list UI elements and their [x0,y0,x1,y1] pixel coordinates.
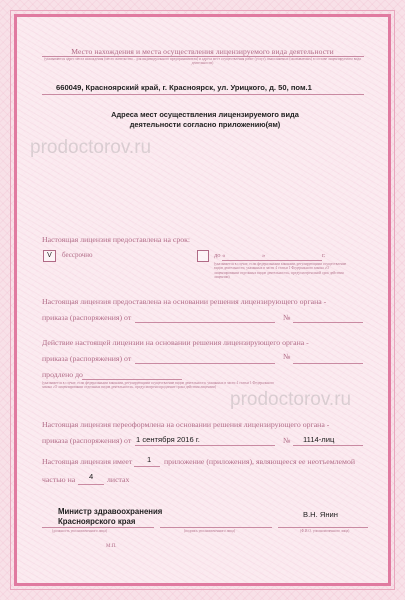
extension-note: (указывается в случае, если федеральными законами, регулирующими осуществление видов деятельности, указанных в части 4 статьи 1 Федерального закона «О лицензировании отдельных видов деятельности», предусмотрено продление срока действия лицензии) [42,381,275,390]
until-prefix: до « [214,252,226,259]
until-mid: » [262,252,266,259]
extension-number-sign: № [283,352,291,361]
address-line [42,94,364,95]
reissue-line2: приказа (распоряжения) от [42,436,132,445]
reissue-number: 1114-лиц [303,435,335,444]
signature-caption: (подпись уполномоченного лица) [184,529,236,533]
reissue-date-line [135,445,275,446]
basis-number-sign: № [283,313,291,322]
reissue-number-line [293,445,363,446]
extension-line2: приказа (распоряжения) от [42,354,132,363]
address-text: 660049, Красноярский край, г. Красноярск, ул. Урицкого, д. 50, пом.1 [56,83,312,92]
stamp-label: М.П. [106,544,117,549]
signer-name: В.Н. Янин [303,510,338,519]
signer-position-line2: Красноярского края [58,517,136,526]
extension-date-line [135,363,275,364]
appendix-sheets: 4 [89,472,94,481]
basis-date-line [135,322,275,323]
extension-until-line [82,379,182,380]
basis-line1: Настоящая лицензия предоставлена на основании решения лицензирующего органа - [42,297,327,306]
appendix-suffix: приложение (приложения), являющееся ее неотъемлемой [164,457,356,466]
appendix-part-prefix: частью на [42,475,76,484]
appendix-sheets-suffix: листах [107,475,130,484]
until-suffix: г. [322,252,326,259]
reissue-line1: Настоящая лицензия переоформлена на основании решения лицензирующего органа - [42,420,330,429]
term-note: (указывается в случае, если федеральными законами, регулирующими осуществление видов деятельности, указанных в части 4 статьи 1 Федерального закона «О лицензировании отдельных видов деятельности», предусмотрен иной срок действия лицензии) [214,262,347,280]
signature-line [160,527,272,528]
appendix-prefix: Настоящая лицензия имеет [42,457,133,466]
name-caption: (Ф.И.О. уполномоченного лица) [300,529,350,533]
reissue-date: 1 сентября 2016 г. [136,435,200,444]
watermark-bottom: prodoctorov.ru [230,389,352,410]
unlimited-checkbox: V [43,250,56,262]
basis-number-line [293,322,363,323]
places-title: Адреса мест осуществления лицензируемого вида деятельности согласно приложению(ям) [111,110,299,129]
extension-line1: Действие настоящей лицензии на основании решения лицензирующего органа - [42,338,309,347]
unlimited-label: бессрочно [62,251,93,259]
appendix-count: 1 [147,455,152,464]
until-line [222,260,322,261]
extension-until: продлено до [42,370,83,379]
watermark-top: prodoctorov.ru [30,137,152,158]
extension-number-line [293,363,363,364]
position-line [42,527,154,528]
appendix-sheets-line [78,484,104,485]
reissue-number-sign: № [283,436,291,445]
position-caption: (должность уполномоченного лица) [52,529,108,533]
term-label: Настоящая лицензия предоставлена на срок: [42,235,191,244]
name-line [278,527,368,528]
until-checkbox [197,250,209,262]
appendix-count-line [134,466,160,467]
basis-line2: приказа (распоряжения) от [42,313,132,322]
header-title: Место нахождения и места осуществления лицензируемого вида деятельности [71,47,334,56]
signer-position-line1: Министр здравоохранения [58,507,163,516]
header-note: (указываются адрес места нахождения (место жительства – для индивидуального предпринимателя) и адреса мест осуществления работ (услуг), выполняемых (оказываемых) в составе лицензируемого вида деятельности) [44,57,361,66]
